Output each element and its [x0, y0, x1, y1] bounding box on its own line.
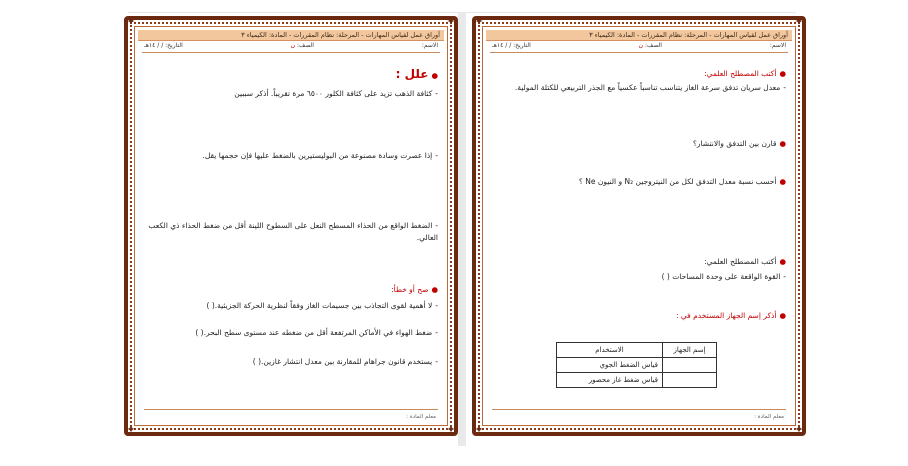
explain-heading: ●علل :	[395, 67, 438, 81]
name-label: الاسم:	[769, 42, 786, 49]
bullet-icon: ●	[779, 311, 786, 320]
bullet-icon: ●	[779, 257, 786, 266]
term-heading-1: ●أكتب المصطلح العلمي:	[704, 69, 786, 78]
ornament-icon: ✦	[474, 15, 484, 28]
true-false-item-2: -ضغط الهواء في الأماكن المرتفعة أقل من ضغطه عند مستوى سطح البحر.( )	[195, 328, 438, 337]
bullet-icon: ●	[779, 69, 786, 78]
student-info-row	[486, 41, 792, 51]
bullet-icon: ●	[431, 71, 438, 80]
date-label: التاريخ: / / ١٤هـ	[144, 42, 183, 49]
calculate-question: ●أحسب نسبة معدل التدفق لكل من النيتروجين N₂ و النيون Ne ؟	[578, 177, 786, 186]
explain-item-2: -إذا عصرت وسادة مصنوعة من البوليستيرين بالضغط عليها فإن حجمها يقل.	[202, 151, 438, 160]
table-cell-device	[663, 373, 717, 388]
footer-divider	[144, 409, 438, 410]
table-cell-use: قياس ضغط غاز محصور	[557, 373, 663, 388]
ornament-icon: ✦	[794, 15, 804, 28]
ornament-icon: ✦	[446, 15, 456, 28]
ornament-icon: ✦	[126, 423, 136, 436]
explain-item-3: -الضغط الواقع من الحذاء المسطح النعل على السطوح اللينة أقل من ضغط الحذاء ذي الكعب العالي.	[148, 221, 438, 242]
ornament-icon: ✦	[126, 15, 136, 28]
page-left	[124, 16, 458, 436]
teacher-label: معلم المادة :	[754, 414, 784, 420]
compare-question: ●قارن بين التدفق والانتشار؟	[692, 139, 786, 148]
table-header-row	[557, 343, 717, 358]
true-false-item-3: -يستخدم قانون جراهام للمقارنة بين معدل انتشار غازين.( )	[252, 357, 438, 366]
term-item-1: -معدل سريان تدفق سرعة الغاز يتناسب تناسباً عكسياً مع الجذر التربيعي للكتلة المولية.	[514, 83, 786, 92]
table-cell-device	[663, 358, 717, 373]
ornament-icon: ✦	[794, 423, 804, 436]
page-content	[138, 30, 444, 422]
table-cell-use: قياس الضغط الجوي	[557, 358, 663, 373]
worksheet-title: أوراق عمل لقياس المهارات - المرحلة: نظام المقررات - المادة: الكيمياء ٣	[138, 30, 444, 41]
page-right	[472, 16, 806, 436]
device-table	[556, 342, 717, 388]
header-divider	[142, 52, 440, 53]
page-gutter	[458, 12, 466, 446]
ornament-icon: ✦	[446, 423, 456, 436]
ornament-icon: ✦	[474, 423, 484, 436]
bullet-icon: ●	[779, 139, 786, 148]
header-divider	[490, 52, 788, 53]
term-heading-2: ●أكتب المصطلح العلمي:	[704, 257, 786, 266]
footer-divider	[492, 409, 786, 410]
name-label: الاسم:	[421, 42, 438, 49]
table-row	[557, 373, 717, 388]
true-false-item-1: -لا أهمية لقوى التجاذب بين جسيمات الغاز وفقاً لنظرية الحركة الجزيئية.( )	[206, 301, 438, 310]
class-field: الصف: ن	[638, 42, 662, 49]
term-item-2: -القوة الواقعة على وحدة المساحات ( )	[661, 272, 786, 281]
page-content	[486, 30, 792, 422]
column-header-use: الاستخدام	[557, 343, 663, 358]
bullet-icon: ●	[779, 177, 786, 186]
bullet-icon: ●	[431, 285, 438, 294]
teacher-label: معلم المادة :	[406, 414, 436, 420]
device-heading: ●أذكر إسم الجهاز المستخدم في :	[676, 311, 786, 320]
explain-item-1: -كثافة الذهب تزيد على كثافة الكلور ٦٥٠٠ مرة تقريباً. أذكر سببين	[234, 89, 438, 98]
table-row	[557, 358, 717, 373]
class-field: الصف: ن	[290, 42, 314, 49]
worksheet-title: أوراق عمل لقياس المهارات - المرحلة: نظام المقررات - المادة: الكيمياء ٣	[486, 30, 792, 41]
true-false-heading: ●صح أو خطأ:	[391, 285, 438, 294]
date-label: التاريخ: / / ١٤هـ	[492, 42, 531, 49]
student-info-row	[138, 41, 444, 51]
column-header-device: إسم الجهاز	[663, 343, 717, 358]
